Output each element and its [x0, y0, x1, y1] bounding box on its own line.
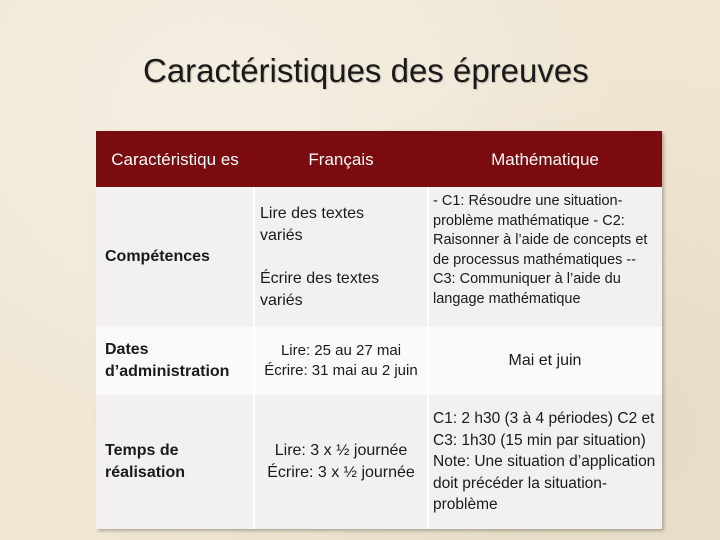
- competences-math-text: - C1: Résoudre une situation-problème mathématique - C2: Raisonner à l’aide de concepts et de processus mathématiques --C3: Communiquer à l’aide du langage mathématique: [433, 193, 648, 307]
- row-competences-francais: [254, 187, 428, 327]
- header-mathematique: [428, 131, 662, 187]
- dates-francais-text: Lire: 25 au 27 mai Écrire: 31 mai au 2 juin: [264, 342, 418, 379]
- header-mathematique-text: Mathématique: [491, 149, 599, 169]
- characteristics-table: [96, 131, 662, 529]
- header-characteristics: [96, 131, 254, 187]
- row-temps-label-text: Temps de réalisation: [105, 442, 186, 481]
- row-competences-math: [428, 187, 662, 327]
- competences-francais-lire: Lire des textes variés: [260, 205, 365, 244]
- competences-francais-ecrire: Écrire des textes variés: [260, 270, 380, 309]
- slide-title: Caractéristiques des épreuves: [143, 52, 589, 89]
- row-competences-label: [96, 187, 254, 327]
- row-dates-label: [96, 327, 254, 395]
- column-divider: [253, 187, 255, 529]
- header-characteristics-text: Caractéristiqu es: [111, 149, 239, 169]
- column-divider: [427, 187, 429, 529]
- row-dates-math: [428, 327, 662, 395]
- header-francais: [254, 131, 428, 187]
- dates-math-text: Mai et juin: [508, 352, 582, 369]
- header-francais-text: Français: [308, 149, 374, 169]
- row-competences-label-text: Compétences: [105, 248, 210, 265]
- temps-math-text: C1: 2 h30 (3 à 4 périodes) C2 et C3: 1h30 (15 min par situation) Note: Une situation d’application doit précéder la situation-problème: [433, 410, 656, 514]
- row-temps-math: [428, 395, 662, 529]
- temps-francais-text: Lire: 3 x ½ journée Écrire: 3 x ½ journée: [267, 442, 415, 481]
- row-temps-francais: [254, 395, 428, 529]
- row-temps-label: [96, 395, 254, 529]
- row-dates-label-text: Dates d’administration: [105, 341, 230, 380]
- row-dates-francais: [254, 327, 428, 395]
